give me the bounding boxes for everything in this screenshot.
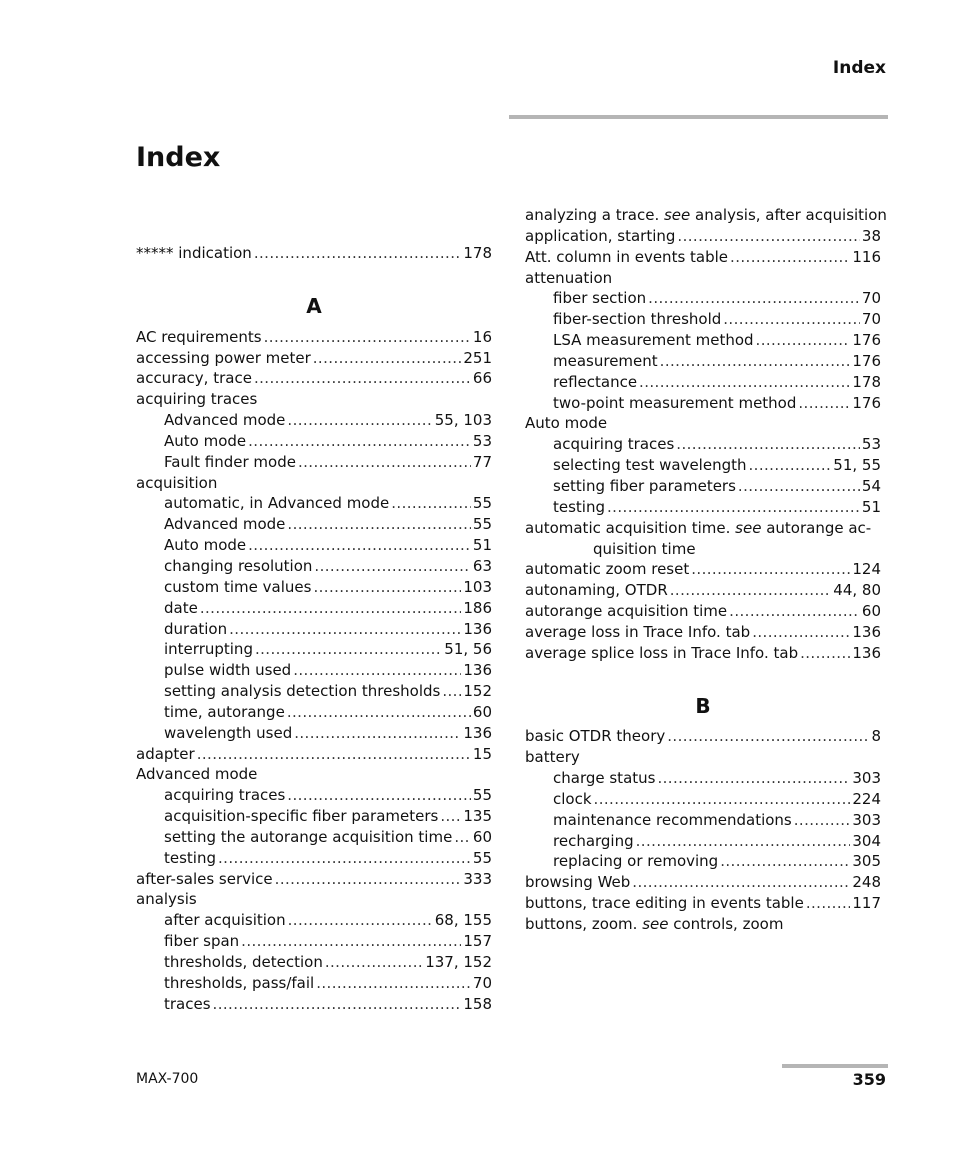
dot-leader	[255, 639, 442, 660]
dot-leader	[264, 327, 471, 348]
index-term: acquiring traces	[136, 390, 258, 409]
page-title: Index	[136, 142, 221, 173]
dot-leader	[200, 598, 462, 619]
dot-leader	[197, 744, 471, 765]
index-subentry	[136, 723, 492, 744]
index-page-numbers: 8	[871, 727, 881, 746]
index-subentry	[525, 372, 881, 393]
dot-leader	[391, 493, 471, 514]
index-page-numbers: 55, 103	[434, 411, 492, 430]
index-letter-heading: A	[306, 293, 322, 318]
index-page-numbers: 55	[472, 494, 492, 513]
index-page-numbers: 70	[861, 310, 881, 329]
index-term: AC requirements	[136, 327, 262, 346]
see-reference: see	[642, 915, 669, 933]
index-subentry	[136, 577, 492, 598]
dot-leader	[730, 247, 850, 268]
index-term: duration	[164, 619, 228, 638]
dot-leader	[213, 994, 462, 1015]
dot-leader	[316, 973, 471, 994]
footer-document-name: MAX-700	[136, 1071, 199, 1087]
index-subentry	[136, 431, 492, 452]
index-subentry	[136, 785, 492, 806]
index-term: analyzing a trace. see analysis, after acquisition	[525, 206, 887, 224]
index-term: thresholds, pass/fail	[164, 973, 315, 992]
index-subentry	[525, 309, 881, 330]
index-page-numbers: 136	[463, 723, 492, 742]
index-subentry	[525, 497, 881, 518]
dot-leader	[254, 368, 471, 389]
index-subentry	[525, 831, 881, 852]
index-subentry	[525, 351, 881, 372]
index-subentry	[525, 851, 881, 872]
index-term: application, starting	[525, 226, 676, 245]
dot-leader	[800, 643, 850, 664]
index-term: setting analysis detection thresholds	[164, 682, 441, 701]
index-term: setting fiber parameters	[553, 476, 736, 495]
footer-page-number: 359	[852, 1070, 886, 1089]
dot-leader	[657, 768, 850, 789]
index-subentry	[525, 476, 881, 497]
index-term: time, autorange	[164, 702, 285, 721]
index-page-numbers: 136	[852, 643, 881, 662]
index-subentry	[136, 973, 492, 994]
index-page-numbers: 66	[472, 369, 492, 388]
dot-leader	[440, 806, 461, 827]
index-page-numbers: 55	[472, 786, 492, 805]
index-entry	[525, 726, 881, 747]
index-term: acquiring traces	[553, 435, 675, 454]
index-page-numbers: 248	[852, 873, 881, 892]
index-term: Advanced mode	[164, 411, 286, 430]
index-page-numbers: 333	[463, 869, 492, 888]
index-term: wavelength used	[164, 723, 293, 742]
index-subentry	[525, 393, 881, 414]
index-term: average loss in Trace Info. tab	[525, 622, 751, 641]
index-page-numbers: 53	[472, 431, 492, 450]
index-term: thresholds, detection	[164, 953, 323, 971]
dot-leader	[314, 556, 471, 577]
dot-leader	[294, 723, 461, 744]
dot-leader	[287, 410, 432, 431]
index-term: interrupting	[164, 640, 253, 659]
see-reference: see	[663, 206, 691, 224]
index-subentry	[136, 493, 492, 514]
index-entry	[525, 226, 881, 247]
index-term: replacing or removing	[553, 852, 719, 871]
dot-leader	[287, 785, 471, 806]
index-term: attenuation	[525, 268, 613, 287]
index-entry	[525, 747, 881, 768]
index-page-numbers: 55	[472, 848, 492, 867]
index-page-numbers: 70	[861, 289, 881, 308]
header-title: Index	[832, 58, 886, 78]
index-term: custom time values	[164, 577, 312, 596]
index-entry	[136, 368, 492, 389]
dot-leader	[241, 931, 461, 952]
index-page-numbers: 16	[472, 327, 492, 346]
index-page-numbers: 38	[861, 226, 881, 245]
index-subentry	[136, 827, 492, 848]
dot-leader	[325, 952, 423, 973]
index-page-numbers: 70	[472, 973, 492, 992]
index-page-numbers: 136	[463, 619, 492, 638]
dot-leader	[254, 243, 462, 264]
dot-leader	[298, 452, 471, 473]
index-page-numbers: 152	[463, 682, 492, 701]
dot-leader	[313, 348, 462, 369]
index-term: two-point measurement method	[553, 393, 797, 412]
index-entry	[525, 872, 881, 893]
index-term: testing	[164, 848, 217, 867]
index-page-numbers: 304	[852, 831, 881, 850]
index-page-numbers: 178	[852, 372, 881, 391]
footer-rule	[782, 1064, 888, 1068]
index-term: acquisition	[136, 473, 218, 492]
index-term: acquisition-specific fiber parameters	[164, 807, 439, 826]
index-entry	[136, 764, 492, 785]
index-term: autorange acquisition time	[525, 602, 728, 621]
dot-leader	[248, 431, 471, 452]
index-subentry	[136, 931, 492, 952]
index-term: LSA measurement method	[553, 331, 754, 350]
index-page-numbers: 51	[861, 497, 881, 516]
index-page-numbers: 158	[463, 994, 492, 1013]
index-page-numbers: 136	[463, 661, 492, 680]
index-subentry	[136, 639, 492, 660]
index-page-numbers: 51, 56	[444, 640, 492, 659]
index-term: average splice loss in Trace Info. tab	[525, 643, 799, 662]
dot-leader	[275, 869, 462, 890]
header-rule	[509, 115, 888, 119]
index-page-numbers: 54	[861, 476, 881, 495]
index-page-numbers: 303	[852, 769, 881, 788]
dot-leader	[794, 810, 851, 831]
index-page-numbers: 77	[472, 452, 492, 471]
dot-leader	[648, 288, 860, 309]
index-page-numbers: 178	[463, 244, 492, 262]
index-term: setting the autorange acquisition time	[164, 827, 453, 846]
index-subentry	[525, 330, 881, 351]
index-term: testing	[553, 497, 606, 516]
dot-leader	[798, 393, 850, 414]
index-term: traces	[164, 994, 211, 1013]
index-term: ***** indication	[136, 244, 252, 262]
dot-leader	[691, 559, 850, 580]
index-page-numbers: 51, 55	[833, 456, 881, 475]
index-subentry	[136, 452, 492, 473]
dot-leader	[607, 497, 860, 518]
index-page-numbers: 176	[852, 331, 881, 350]
index-term: Fault finder mode	[164, 452, 296, 471]
dot-leader	[248, 535, 471, 556]
dot-leader	[293, 660, 461, 681]
dot-leader	[442, 681, 461, 702]
index-entry	[525, 247, 881, 268]
index-term: buttons, trace editing in events table	[525, 894, 804, 913]
dot-leader	[229, 619, 461, 640]
index-entry	[136, 327, 492, 348]
index-entry	[525, 518, 881, 560]
dot-leader	[670, 580, 832, 601]
index-term: fiber span	[164, 932, 240, 951]
index-term: autonaming, OTDR	[525, 581, 668, 600]
index-entry	[525, 580, 881, 601]
dot-leader	[639, 372, 850, 393]
index-entry	[525, 413, 881, 434]
index-term: adapter	[136, 744, 195, 763]
index-subentry	[136, 410, 492, 431]
index-page-numbers: 136	[852, 622, 881, 641]
index-term: after acquisition	[164, 911, 286, 930]
dot-leader	[806, 893, 851, 914]
index-subentry	[136, 598, 492, 619]
index-term: automatic zoom reset	[525, 560, 690, 579]
dot-leader	[218, 848, 471, 869]
index-page-numbers: 60	[861, 602, 881, 621]
dot-leader	[720, 851, 850, 872]
index-page-numbers: 157	[463, 932, 492, 951]
index-term: basic OTDR theory	[525, 727, 666, 746]
index-page-numbers: 103	[463, 577, 492, 596]
dot-leader	[752, 622, 850, 643]
index-term: battery	[525, 748, 580, 767]
index-page-numbers: 51	[472, 536, 492, 555]
index-page-numbers: 303	[852, 810, 881, 829]
index-term: Auto mode	[164, 536, 247, 555]
index-page-numbers: 135	[463, 807, 492, 826]
dot-leader	[288, 910, 433, 931]
index-letter-heading: B	[695, 693, 711, 718]
index-term: after-sales service	[136, 869, 273, 888]
index-term: recharging	[553, 831, 634, 850]
index-term: Advanced mode	[136, 765, 258, 784]
index-subentry	[525, 455, 881, 476]
index-entry	[136, 744, 492, 765]
index-subentry	[136, 910, 492, 931]
index-entry	[136, 889, 492, 910]
dot-leader	[723, 309, 860, 330]
index-term: browsing Web	[525, 873, 631, 892]
index-term: accuracy, trace	[136, 369, 252, 388]
index-page-numbers: 124	[852, 560, 881, 579]
index-entry	[525, 268, 881, 289]
index-entry	[136, 473, 492, 494]
index-subentry	[525, 810, 881, 831]
index-page-numbers: 68, 155	[434, 911, 492, 930]
index-entry	[525, 559, 881, 580]
dot-leader	[287, 702, 471, 723]
index-subentry	[136, 702, 492, 723]
index-term: changing resolution	[164, 556, 313, 575]
index-term: accessing power meter	[136, 348, 311, 367]
index-page-numbers: 53	[861, 435, 881, 454]
dot-leader	[632, 872, 850, 893]
dot-leader	[313, 577, 461, 598]
index-term: automatic, in Advanced mode	[164, 494, 390, 513]
index-subentry	[136, 806, 492, 827]
index-page-numbers: 60	[472, 702, 492, 721]
index-term: acquiring traces	[164, 786, 286, 805]
index-entry	[525, 643, 881, 664]
dot-leader	[677, 226, 859, 247]
index-page-numbers: 176	[852, 351, 881, 370]
index-page-numbers: 117	[852, 894, 881, 913]
see-reference: see	[735, 518, 762, 537]
index-entry	[525, 622, 881, 643]
dot-leader	[454, 827, 471, 848]
index-entry	[136, 389, 492, 410]
index-term: pulse width used	[164, 661, 292, 680]
index-subentry	[136, 535, 492, 556]
index-entry	[525, 893, 881, 914]
dot-leader	[738, 476, 860, 497]
index-term: Auto mode	[525, 414, 608, 433]
index-term: measurement	[553, 351, 658, 370]
index-page-numbers: 137, 152	[425, 953, 492, 971]
index-subentry	[525, 288, 881, 309]
index-page-numbers: 63	[472, 556, 492, 575]
index-term: Auto mode	[164, 431, 247, 450]
index-term: fiber section	[553, 289, 647, 308]
index-term: Advanced mode	[164, 515, 286, 534]
index-entry	[136, 348, 492, 369]
index-subentry	[136, 660, 492, 681]
index-term: clock	[553, 789, 592, 808]
index-page-numbers: 15	[472, 744, 492, 763]
index-term: Att. column in events table	[525, 247, 729, 266]
index-subentry	[136, 994, 492, 1015]
index-page-numbers: 251	[463, 348, 492, 367]
index-entry	[525, 914, 881, 935]
dot-leader	[636, 831, 851, 852]
index-term: date	[164, 598, 198, 617]
dot-leader	[660, 351, 851, 372]
index-subentry	[136, 619, 492, 640]
index-subentry	[136, 848, 492, 869]
dot-leader	[729, 601, 860, 622]
index-subentry	[525, 768, 881, 789]
dot-leader	[287, 514, 471, 535]
index-subentry	[525, 789, 881, 810]
index-entry	[136, 869, 492, 890]
dot-leader	[676, 434, 860, 455]
index-page-numbers: 60	[472, 827, 492, 846]
index-term: reflectance	[553, 372, 638, 391]
dot-leader	[594, 789, 851, 810]
index-page-numbers: 44, 80	[833, 581, 881, 600]
dot-leader	[756, 330, 851, 351]
index-entry	[525, 205, 887, 226]
index-term-continuation: quisition time	[593, 539, 696, 558]
index-page-numbers: 55	[472, 515, 492, 534]
index-page-numbers: 116	[852, 247, 881, 266]
index-term: maintenance recommendations	[553, 810, 792, 829]
index-column-left	[136, 243, 492, 1015]
index-page-numbers: 186	[463, 598, 492, 617]
index-page-numbers: 176	[852, 393, 881, 412]
index-term: fiber-section threshold	[553, 310, 722, 329]
index-term: buttons, zoom. see controls, zoom	[525, 915, 784, 933]
index-entry	[136, 243, 492, 264]
index-term: charge status	[553, 769, 656, 788]
index-column-right	[525, 205, 887, 935]
dot-leader	[748, 455, 831, 476]
index-term: selecting test wavelength	[553, 456, 747, 475]
index-term: automatic acquisition time. see autorange ac-	[525, 518, 872, 537]
dot-leader	[667, 726, 869, 747]
index-page-numbers: 224	[852, 789, 881, 808]
index-term: analysis	[136, 890, 197, 909]
index-subentry	[525, 434, 881, 455]
index-subentry	[136, 514, 492, 535]
index-subentry	[136, 556, 492, 577]
index-subentry	[136, 681, 492, 702]
index-page-numbers: 305	[852, 852, 881, 871]
index-entry	[525, 601, 881, 622]
index-subentry	[136, 952, 492, 973]
